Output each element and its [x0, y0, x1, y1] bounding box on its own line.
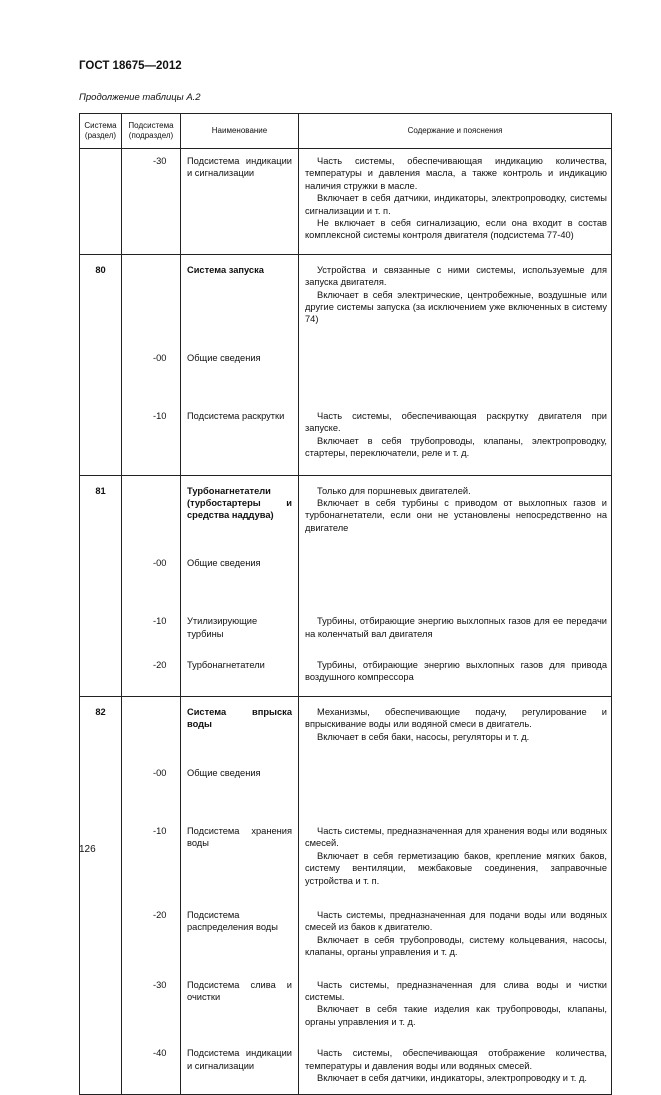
- content-paragraph: Устройства и связанные с ними системы, используемые для запуска двигателя.: [305, 264, 607, 288]
- subsystem-cell: -10: [122, 605, 181, 649]
- content-paragraph: Включает в себя такие изделия как трубопроводы, клапаны, органы управления и т. д.: [305, 1004, 607, 1027]
- table-row: [80, 545, 612, 605]
- content-cell: [299, 899, 612, 969]
- content-cell: [299, 1037, 612, 1095]
- name-cell: Система запуска: [181, 254, 299, 340]
- content-paragraph: Не включает в себя сигнализацию, если она входит в состав комплексной системы контроля двигателя (подсистема 77-40): [305, 218, 607, 241]
- name-cell: Утилизирующие турбины: [181, 605, 299, 649]
- content-paragraph: Часть системы, предназначенная для слива воды и чистки системы.: [305, 979, 607, 1003]
- content-cell: [299, 605, 612, 649]
- content-paragraph: Механизмы, обеспечивающие подачу, регулирование и впрыскивание воды или водяной смеси в двигатель.: [305, 706, 607, 730]
- name-cell: Общие сведения: [181, 340, 299, 400]
- content-paragraph: Включает в себя датчики, индикаторы, электропроводку, системы сигнализации и т. п.: [305, 193, 607, 216]
- main-table: [79, 113, 612, 1095]
- content-paragraph: Часть системы, предназначенная для подачи воды или водяных смесей из баков к двигателю.: [305, 910, 607, 933]
- subsystem-cell: -00: [122, 545, 181, 605]
- subsystem-cell: -00: [122, 340, 181, 400]
- system-cell: 82: [80, 696, 122, 755]
- header-system: Система (раздел): [80, 114, 122, 149]
- system-cell: [80, 400, 122, 475]
- table-row: [80, 1037, 612, 1095]
- subsystem-cell: -00: [122, 755, 181, 815]
- name-cell: Турбонагнетатели (турбостартеры и средства наддува): [181, 475, 299, 545]
- system-cell: [80, 1037, 122, 1095]
- subsystem-cell: -10: [122, 815, 181, 899]
- page-number: 126: [79, 844, 96, 855]
- name-cell: Подсистема слива и очистки: [181, 969, 299, 1038]
- content-paragraph: Включает в себя трубопроводы, клапаны, электропроводку, стартеры, переключатели, реле и т. д.: [305, 435, 607, 459]
- content-paragraph: Часть системы, предназначенная для хранения воды или водяных смесей.: [305, 825, 607, 849]
- content-cell: [299, 969, 612, 1038]
- name-cell: Общие сведения: [181, 755, 299, 815]
- system-cell: [80, 969, 122, 1038]
- content-paragraph: Включает в себя герметизацию баков, крепление мягких баков, систему вентиляции, межбаковые соединения, заправочные устройства и т. п.: [305, 850, 607, 886]
- subsystem-cell: [122, 254, 181, 340]
- subsystem-cell: -10: [122, 400, 181, 475]
- content-paragraph: Турбины, отбирающие энергию выхлопных газов для привода воздушного компрессора: [305, 659, 607, 683]
- name-cell: Подсистема хранения воды: [181, 815, 299, 899]
- table-header-row: [80, 114, 612, 149]
- content-cell: [299, 149, 612, 255]
- content-paragraph: Включает в себя датчики, индикаторы, электропроводку и т. д.: [317, 1073, 587, 1084]
- table-row: [80, 755, 612, 815]
- system-cell: [80, 899, 122, 969]
- system-cell: [80, 605, 122, 649]
- subsystem-cell: -30: [122, 149, 181, 255]
- name-cell: Подсистема индикации и сигнализации: [181, 149, 299, 255]
- name-cell: Подсистема индикации и сигнализации: [181, 1037, 299, 1095]
- subsystem-cell: -30: [122, 969, 181, 1038]
- name-cell: Общие сведения: [181, 545, 299, 605]
- system-cell: [80, 149, 122, 255]
- content-paragraph: Часть системы, обеспечивающая отображение количества, температуры и давления воды или водяных смесей.: [305, 1048, 607, 1071]
- name-cell: Турбонагнетатели: [181, 649, 299, 696]
- system-cell: [80, 649, 122, 696]
- subsystem-cell: -40: [122, 1037, 181, 1095]
- content-paragraph: Турбины, отбирающие энергию выхлопных газов для ее передачи на коленчатый вал двигателя: [305, 616, 607, 639]
- content-cell: [299, 545, 612, 605]
- content-paragraph: Включает в себя баки, насосы, регуляторы и т. д.: [317, 731, 530, 742]
- content-cell: [299, 696, 612, 755]
- content-paragraph: Включает в себя турбины с приводом от выхлопных газов и турбонагнетатели, если они не установлены непосредственно на двигателе: [305, 497, 607, 533]
- system-cell: [80, 340, 122, 400]
- table-caption: Продолжение таблицы А.2: [79, 92, 201, 103]
- system-cell: [80, 815, 122, 899]
- table-row: [80, 815, 612, 899]
- table-row: [80, 969, 612, 1038]
- table-row: [80, 149, 612, 255]
- header-content: Содержание и пояснения: [299, 114, 612, 149]
- document-title: ГОСТ 18675—2012: [79, 60, 182, 72]
- table-row: [80, 400, 612, 475]
- content-cell: [299, 815, 612, 899]
- name-cell: Система впрыска воды: [181, 696, 299, 755]
- content-cell: [299, 340, 612, 400]
- table-row: [80, 649, 612, 696]
- content-paragraph: Включает в себя электрические, центробежные, воздушные или другие системы запуска (за исключением уже включенных в систему 74): [305, 289, 607, 325]
- table-row: [80, 696, 612, 755]
- content-paragraph: Только для поршневых двигателей.: [317, 485, 471, 496]
- system-cell: 80: [80, 254, 122, 340]
- subsystem-cell: -20: [122, 899, 181, 969]
- header-subsystem: Подсистема (подраздел): [122, 114, 181, 149]
- system-cell: [80, 755, 122, 815]
- table-row: [80, 899, 612, 969]
- table-body: [80, 149, 612, 1095]
- content-paragraph: Часть системы, обеспечивающая раскрутку двигателя при запуске.: [305, 410, 607, 434]
- content-cell: [299, 649, 612, 696]
- content-cell: [299, 400, 612, 475]
- content-cell: [299, 254, 612, 340]
- table-row: [80, 254, 612, 340]
- content-cell: [299, 755, 612, 815]
- table-row: [80, 605, 612, 649]
- subsystem-cell: -20: [122, 649, 181, 696]
- system-cell: 81: [80, 475, 122, 545]
- system-cell: [80, 545, 122, 605]
- header-name: Наименование: [181, 114, 299, 149]
- content-cell: [299, 475, 612, 545]
- name-cell: Подсистема распределения воды: [181, 899, 299, 969]
- content-paragraph: Включает в себя трубопроводы, систему кольцевания, насосы, клапаны, органы управления и т. д.: [305, 934, 607, 958]
- table-row: [80, 340, 612, 400]
- content-paragraph: Часть системы, обеспечивающая индикацию количества, температуры и давления масла, а также контроль и индикацию наличия стружки в масле.: [305, 156, 607, 191]
- subsystem-cell: [122, 696, 181, 755]
- table-row: [80, 475, 612, 545]
- subsystem-cell: [122, 475, 181, 545]
- name-cell: Подсистема раскрутки: [181, 400, 299, 475]
